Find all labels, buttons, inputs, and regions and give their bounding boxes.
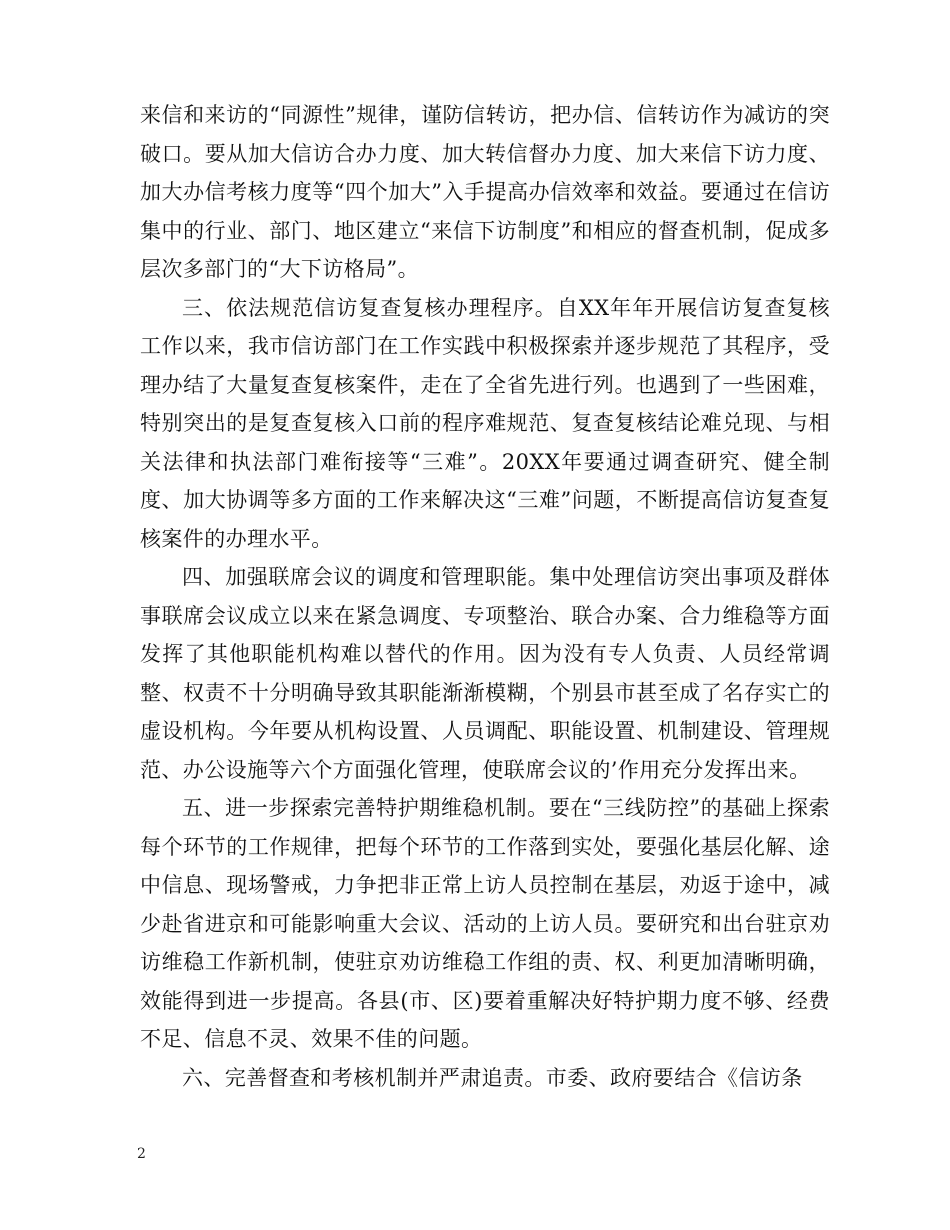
page-number: 2 (137, 1146, 146, 1162)
document-body (140, 96, 830, 1097)
paragraph-4: 五、进一步探索完善特护期维稳机制。要在“三线防控”的基础上探索每个环节的工作规律，把每个环节的工作落到实处，要强化基层化解、途中信息、现场警戒，力争把非正常上访人员控制在基层，劝返于途中，减少赴省进京和可能影响重大会议、活动的上访人员。要研究和出台驻京劝访维稳工作新机制，使驻京劝访维稳工作组的责、权、利更加清晰明确，效能得到进一步提高。各县(市、区)要着重解决好特护期力度不够、经费不足、信息不灵、效果不佳的问题。 (140, 796, 830, 1051)
paragraph-1: 来信和来访的“同源性”规律，谨防信转访，把办信、信转访作为减访的突破口。要从加大信访合办力度、加大转信督办力度、加大来信下访力度、加大办信考核力度等“四个加大”入手提高办信效率和效益。要通过在信访集中的行业、部门、地区建立“来信下访制度”和相应的督查机制，促成多层次多部门的“大下访格局”。 (140, 103, 830, 281)
paragraph-3: 四、加强联席会议的调度和管理职能。集中处理信访突出事项及群体事联席会议成立以来在紧急调度、专项整治、联合办案、合力维稳等方面发挥了其他职能机构难以替代的作用。因为没有专人负责、人员经常调整、权责不十分明确导致其职能渐渐模糊，个别县市甚至成了名存实亡的虚设机构。今年要从机构设置、人员调配、职能设置、机制建设、管理规范、办公设施等六个方面强化管理，使联席会议的’作用充分发挥出来。 (140, 565, 830, 782)
paragraph-2: 三、依法规范信访复查复核办理程序。自XX年年开展信访复查复核工作以来，我市信访部门在工作实践中积极探索并逐步规范了其程序，受理办结了大量复查复核案件，走在了全省先进行列。也遇到了一些困难，特别突出的是复查复核入口前的程序难规范、复查复核结论难兑现、与相关法律和执法部门难衔接等“三难”。20XX年要通过调查研究、健全制度、加大协调等多方面的工作来解决这“三难”问题，不断提高信访复查复核案件的办理水平。 (140, 295, 830, 551)
paragraph-5: 六、完善督查和考核机制并严肃追责。市委、政府要结合《信访条 (182, 1065, 803, 1090)
